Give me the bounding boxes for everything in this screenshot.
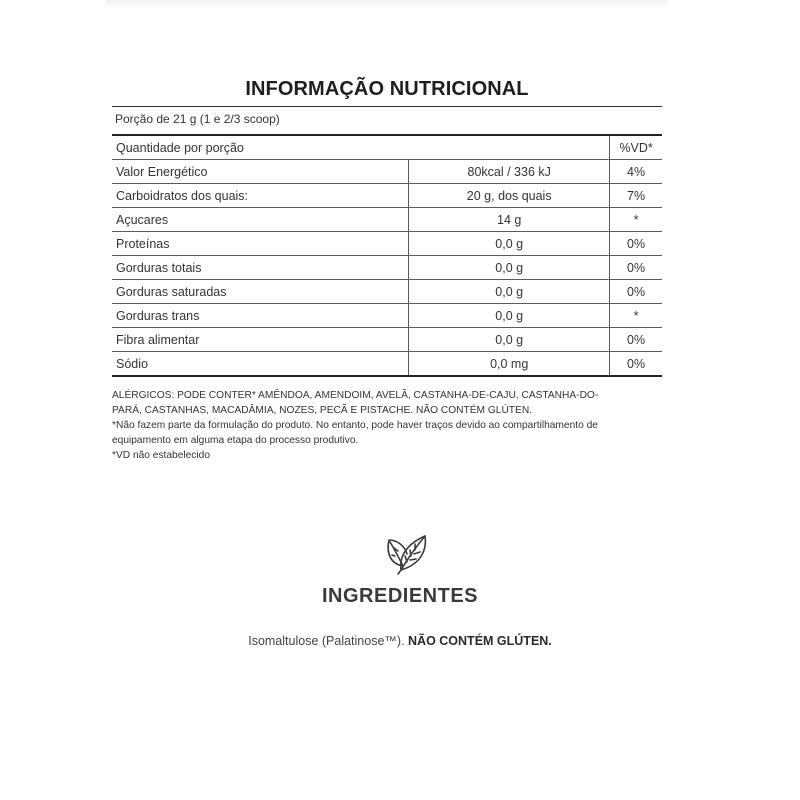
table-row	[112, 280, 662, 304]
table-row	[112, 232, 662, 256]
vd-note: *VD não estabelecido	[112, 450, 210, 461]
nutrient-vd: 0%	[610, 328, 662, 352]
nutrient-name: Açucares	[112, 208, 409, 232]
nutrient-amount: 0,0 g	[409, 232, 610, 256]
portion-size: Porção de 21 g (1 e 2/3 scoop)	[115, 112, 280, 126]
nutrient-vd: 0%	[610, 232, 662, 256]
nutrient-name: Carboidratos dos quais:	[112, 184, 409, 208]
nutrient-amount: 0,0 g	[409, 304, 610, 328]
table-header-row	[112, 135, 662, 160]
nutrient-name: Gorduras saturadas	[112, 280, 409, 304]
allergens-line: PARÁ, CASTANHAS, MACADÂMIA, NOZES, PECÃ E PISTACHE. NÃO CONTÉM GLÚTEN.	[112, 405, 533, 416]
nutrient-name: Gorduras totais	[112, 256, 409, 280]
title-rule	[112, 106, 662, 107]
nutrient-name: Proteínas	[112, 232, 409, 256]
table-row	[112, 160, 662, 184]
footnotes	[112, 388, 662, 463]
top-divider	[105, 0, 668, 8]
nutrient-vd: *	[610, 208, 662, 232]
ingredients-text	[0, 634, 800, 648]
table-row	[112, 352, 662, 377]
table-row	[112, 328, 662, 352]
ingredients-list: Isomaltulose (Palatinose™).	[248, 634, 405, 648]
nutrient-name: Sódio	[112, 352, 409, 377]
nutrient-vd: *	[610, 304, 662, 328]
nutrient-name: Valor Energético	[112, 160, 409, 184]
nutrient-amount: 0,0 g	[409, 328, 610, 352]
leaf-icon	[383, 530, 429, 576]
nutrient-amount: 80kcal / 336 kJ	[409, 160, 610, 184]
allergens-line: ALÉRGICOS: PODE CONTER* AMÊNDOA, AMENDOIM, AVELÃ, CASTANHA-DE-CAJU, CASTANHA-DO-	[112, 390, 599, 401]
table-row	[112, 304, 662, 328]
nutrient-amount: 20 g, dos quais	[409, 184, 610, 208]
nutrient-amount: 0,0 g	[409, 256, 610, 280]
nutrition-title: INFORMAÇÃO NUTRICIONAL	[245, 78, 529, 100]
nutrient-vd: 0%	[610, 256, 662, 280]
nutrient-vd: 0%	[610, 280, 662, 304]
nutrient-vd: 0%	[610, 352, 662, 377]
table-row	[112, 256, 662, 280]
nutrition-table	[112, 134, 662, 377]
nutrient-vd: 7%	[610, 184, 662, 208]
table-row	[112, 208, 662, 232]
nutrient-name: Fibra alimentar	[112, 328, 409, 352]
header-vd: %VD*	[610, 135, 662, 160]
gluten-free-notice: NÃO CONTÉM GLÚTEN.	[408, 634, 552, 648]
nutrient-amount: 14 g	[409, 208, 610, 232]
ingredients-title: INGREDIENTES	[321, 585, 479, 607]
nutrient-amount: 0,0 g	[409, 280, 610, 304]
table-row	[112, 184, 662, 208]
traces-note: *Não fazem parte da formulação do produto. No entanto, pode haver traços devido ao compartilhamento de	[112, 420, 598, 431]
nutrient-amount: 0,0 mg	[409, 352, 610, 377]
nutrient-name: Gorduras trans	[112, 304, 409, 328]
header-label: Quantidade por porção	[112, 135, 610, 160]
traces-note: equipamento em alguma etapa do processo produtivo.	[112, 435, 359, 446]
nutrient-vd: 4%	[610, 160, 662, 184]
